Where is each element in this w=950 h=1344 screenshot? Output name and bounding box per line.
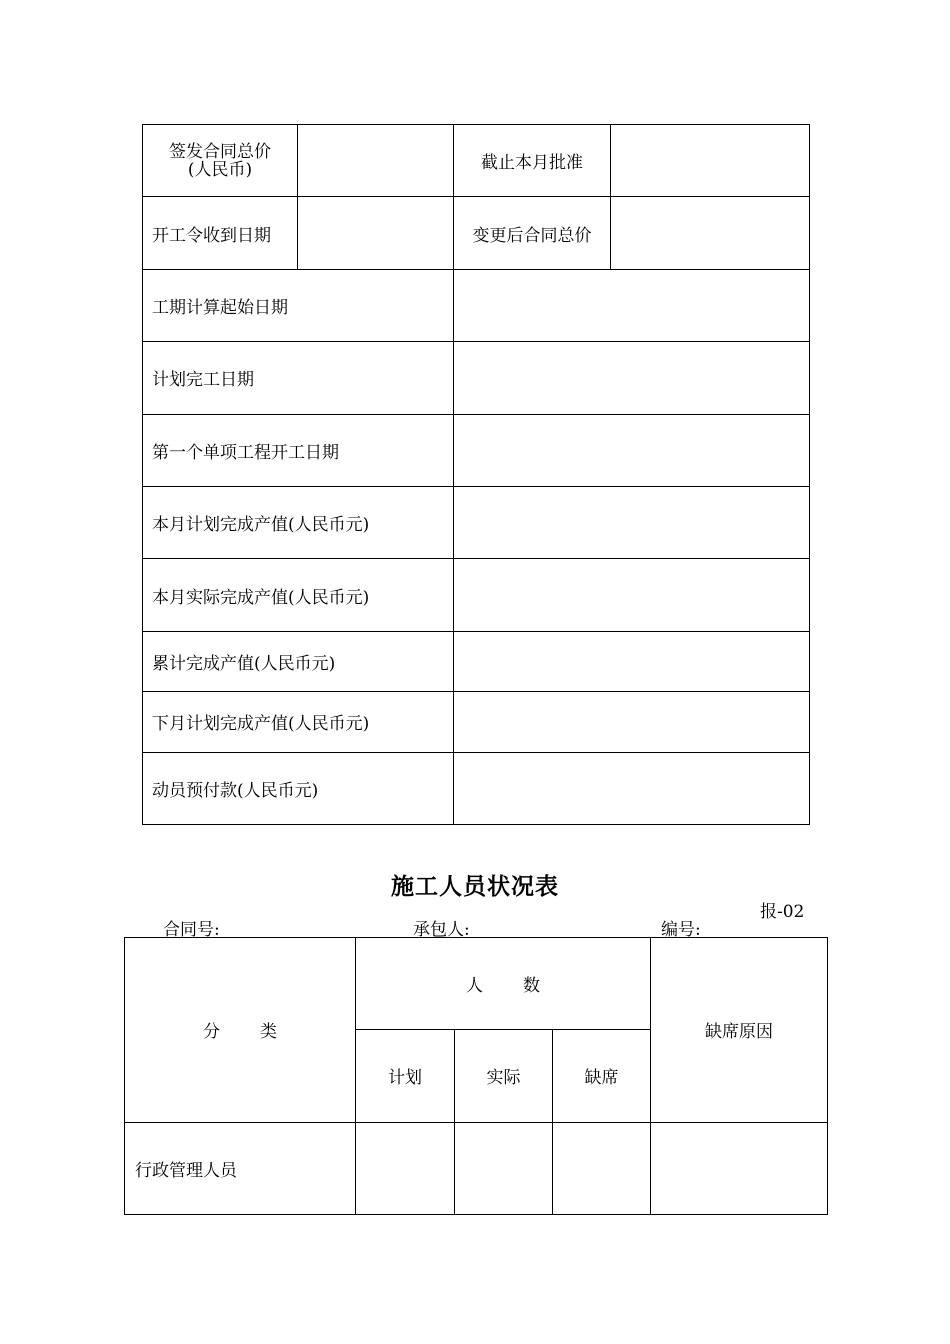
admin-absent-cell[interactable] <box>553 1122 651 1214</box>
next-month-planned-output-label: 下月计划完成产值(人民币元) <box>143 692 454 752</box>
planned-completion-date-value[interactable] <box>454 342 810 414</box>
contractor-label: 承包人: <box>413 920 470 940</box>
absence-reason-header: 缺席原因 <box>651 938 828 1123</box>
table-row <box>125 1122 828 1214</box>
table-row <box>143 342 810 414</box>
signed-contract-price-value[interactable] <box>298 125 454 197</box>
mobilization-advance-label: 动员预付款(人民币元) <box>143 752 454 824</box>
actual-header: 实际 <box>455 1030 553 1122</box>
table-row <box>143 487 810 559</box>
personnel-status-table <box>124 937 828 1215</box>
table-row <box>143 631 810 691</box>
signed-contract-price-label: 签发合同总价 (人民币) <box>143 125 298 197</box>
category-header <box>125 938 356 1123</box>
month-planned-output-value[interactable] <box>454 487 810 559</box>
table-row <box>143 559 810 631</box>
cumulative-output-value[interactable] <box>454 631 810 691</box>
table-row <box>143 125 810 197</box>
month-planned-output-label: 本月计划完成产值(人民币元) <box>143 487 454 559</box>
table-row <box>143 269 810 341</box>
form-code: 报-02 <box>760 902 805 922</box>
table-row <box>143 752 810 824</box>
table-row <box>125 938 828 1030</box>
cumulative-output-label: 累计完成产值(人民币元) <box>143 631 454 691</box>
category-header-a: 分 <box>203 1022 220 1043</box>
absent-header: 缺席 <box>553 1030 651 1122</box>
category-header-b: 类 <box>260 1022 277 1043</box>
headcount-header <box>356 938 651 1030</box>
headcount-header-a: 人 <box>466 976 483 997</box>
admin-planned-cell[interactable] <box>356 1122 455 1214</box>
month-actual-output-label: 本月实际完成产值(人民币元) <box>143 559 454 631</box>
first-item-start-date-label: 第一个单项工程开工日期 <box>143 414 454 486</box>
approved-to-date-value[interactable] <box>611 125 810 197</box>
admin-actual-cell[interactable] <box>455 1122 553 1214</box>
revised-contract-price-value[interactable] <box>611 197 810 269</box>
start-order-date-value[interactable] <box>298 197 454 269</box>
planned-completion-date-label: 计划完工日期 <box>143 342 454 414</box>
first-item-start-date-value[interactable] <box>454 414 810 486</box>
contract-no-label: 合同号: <box>163 920 220 940</box>
duration-start-date-label: 工期计算起始日期 <box>143 269 454 341</box>
admin-absence-reason-cell[interactable] <box>651 1122 828 1214</box>
mobilization-advance-value[interactable] <box>454 752 810 824</box>
duration-start-date-value[interactable] <box>454 269 810 341</box>
headcount-header-b: 数 <box>523 976 540 997</box>
serial-no-label: 编号: <box>661 920 701 940</box>
table-row <box>143 197 810 269</box>
start-order-date-label: 开工令收到日期 <box>143 197 298 269</box>
revised-contract-price-label: 变更后合同总价 <box>454 197 611 269</box>
contract-summary-table <box>142 124 810 825</box>
admin-staff-label: 行政管理人员 <box>125 1122 356 1214</box>
approved-to-date-label: 截止本月批准 <box>454 125 611 197</box>
table-row <box>143 692 810 752</box>
page-title: 施工人员状况表 <box>391 873 559 900</box>
month-actual-output-value[interactable] <box>454 559 810 631</box>
next-month-planned-output-value[interactable] <box>454 692 810 752</box>
table-row <box>143 414 810 486</box>
planned-header: 计划 <box>356 1030 455 1122</box>
